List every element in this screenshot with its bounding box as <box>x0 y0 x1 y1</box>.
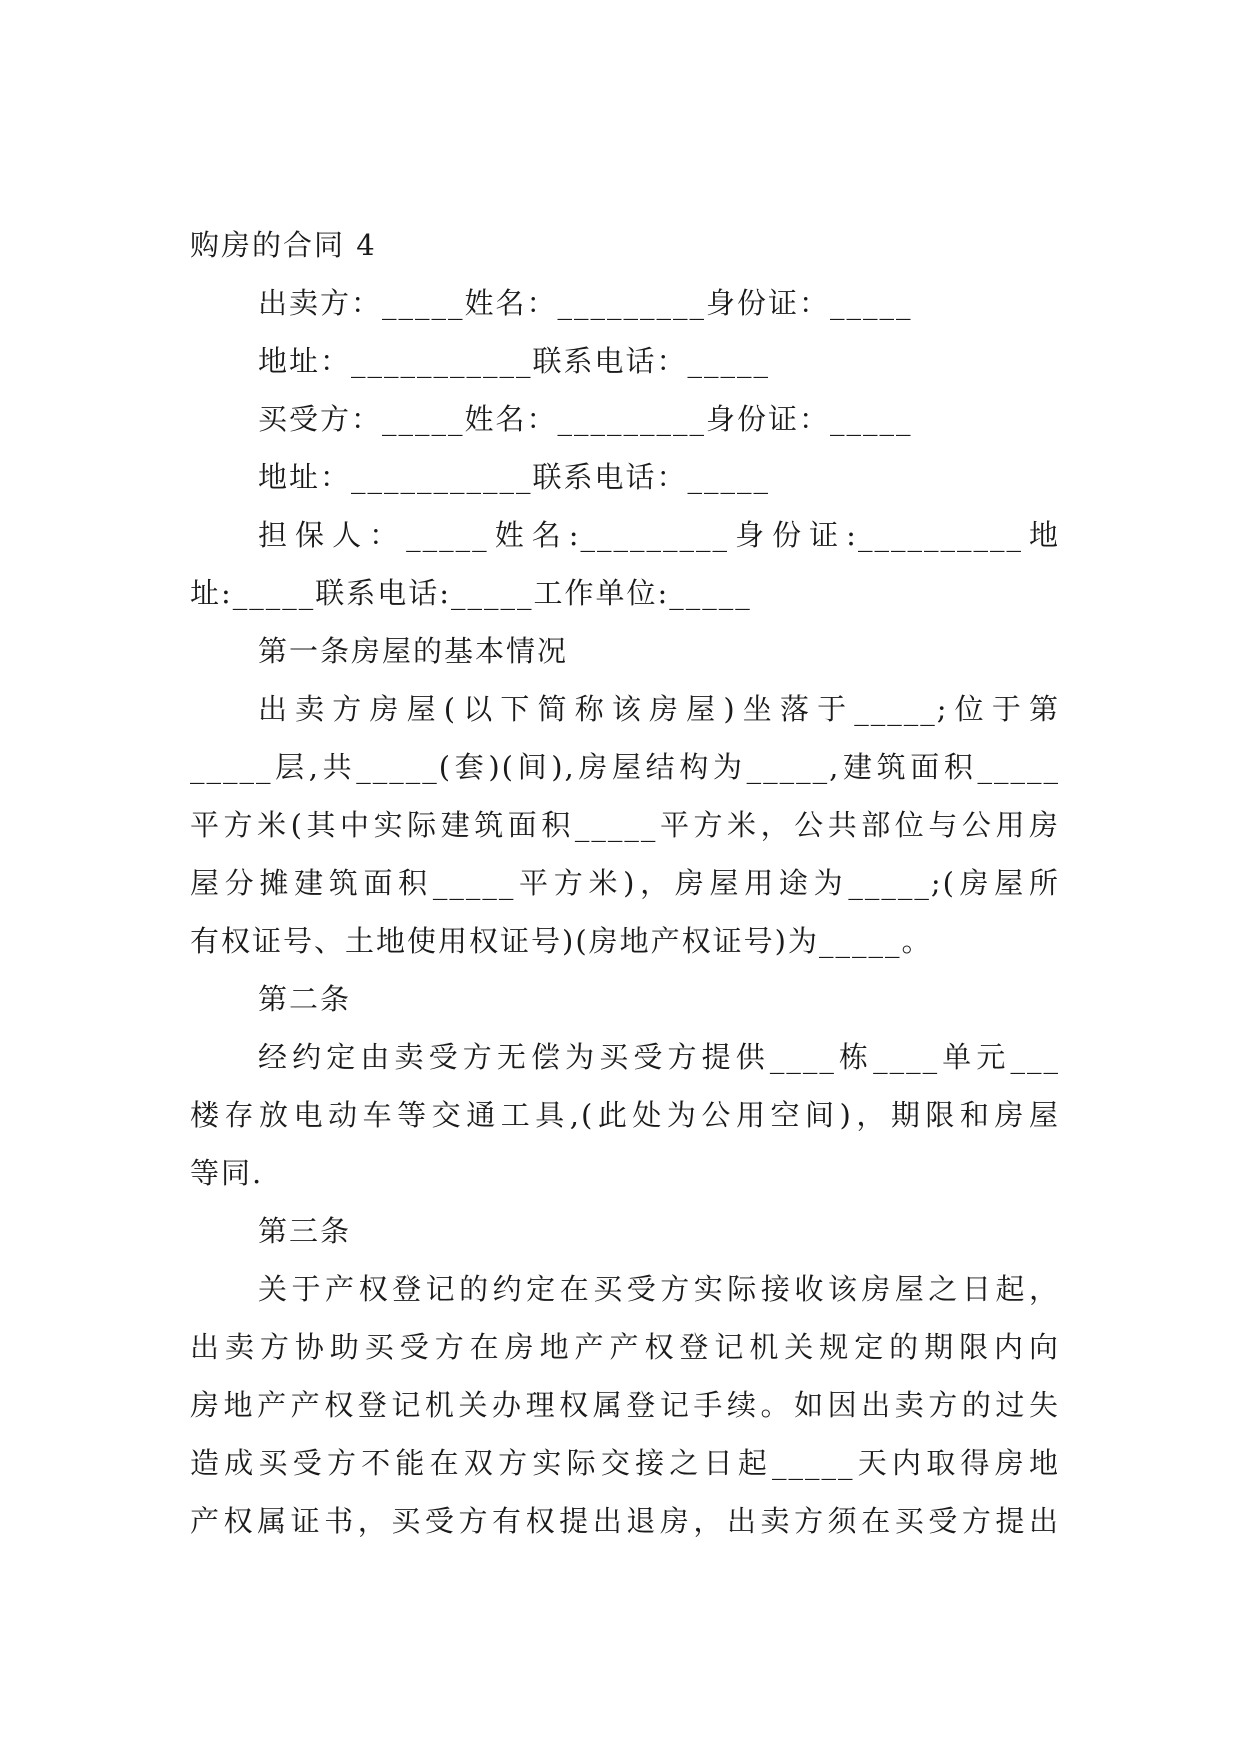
article-3-text-line: 造成买受方不能在双方实际交接之日起_____天内取得房地 <box>190 1446 1060 1480</box>
article-1-text-line: _____层,共_____(套)(间),房屋结构为_____,建筑面积_____ <box>190 750 1060 784</box>
article-2-text-line: 经约定由卖受方无偿为买受方提供____栋____单元___ <box>258 1040 1060 1074</box>
contract-page <box>190 216 1060 1550</box>
article-3-text-line: 关于产权登记的约定在买受方实际接收该房屋之日起， <box>258 1272 1060 1306</box>
article-1-text-line: 屋分摊建筑面积_____平方米)，房屋用途为_____;(房屋所 <box>190 866 1060 900</box>
seller-info-line: 出卖方：_____姓名：_________身份证：_____ <box>258 286 913 320</box>
buyer-info-line: 买受方：_____姓名：_________身份证：_____ <box>258 402 913 436</box>
seller-address-line: 地址：___________联系电话：_____ <box>258 344 771 378</box>
article-2-text-line: 等同. <box>190 1156 264 1190</box>
article-1-text-line: 出卖方房屋(以下简称该房屋)坐落于_____;位于第 <box>258 692 1060 726</box>
article-1-heading: 第一条房屋的基本情况 <box>258 634 569 668</box>
guarantor-address-line: 址:_____联系电话:_____工作单位:_____ <box>190 576 752 610</box>
article-3-text-line: 产权属证书，买受方有权提出退房，出卖方须在买受方提出 <box>190 1504 1060 1538</box>
article-3-heading: 第三条 <box>258 1214 352 1248</box>
document-title: 购房的合同 4 <box>190 228 377 262</box>
article-1-text-line: 平方米(其中实际建筑面积_____平方米，公共部位与公用房 <box>190 808 1060 842</box>
guarantor-info-line: 担保人：_____姓名:_________身份证:__________地 <box>258 518 1060 552</box>
article-1-text-line: 有权证号、土地使用权证号)(房地产权证号)为_____。 <box>190 924 933 958</box>
article-3-text-line: 出卖方协助买受方在房地产产权登记机关规定的期限内向 <box>190 1330 1060 1364</box>
article-3-text-line: 房地产产权登记机关办理权属登记手续。如因出卖方的过失 <box>190 1388 1060 1422</box>
article-2-text-line: 楼存放电动车等交通工具,(此处为公用空间)，期限和房屋 <box>190 1098 1060 1132</box>
buyer-address-line: 地址：___________联系电话：_____ <box>258 460 771 494</box>
article-2-heading: 第二条 <box>258 982 352 1016</box>
